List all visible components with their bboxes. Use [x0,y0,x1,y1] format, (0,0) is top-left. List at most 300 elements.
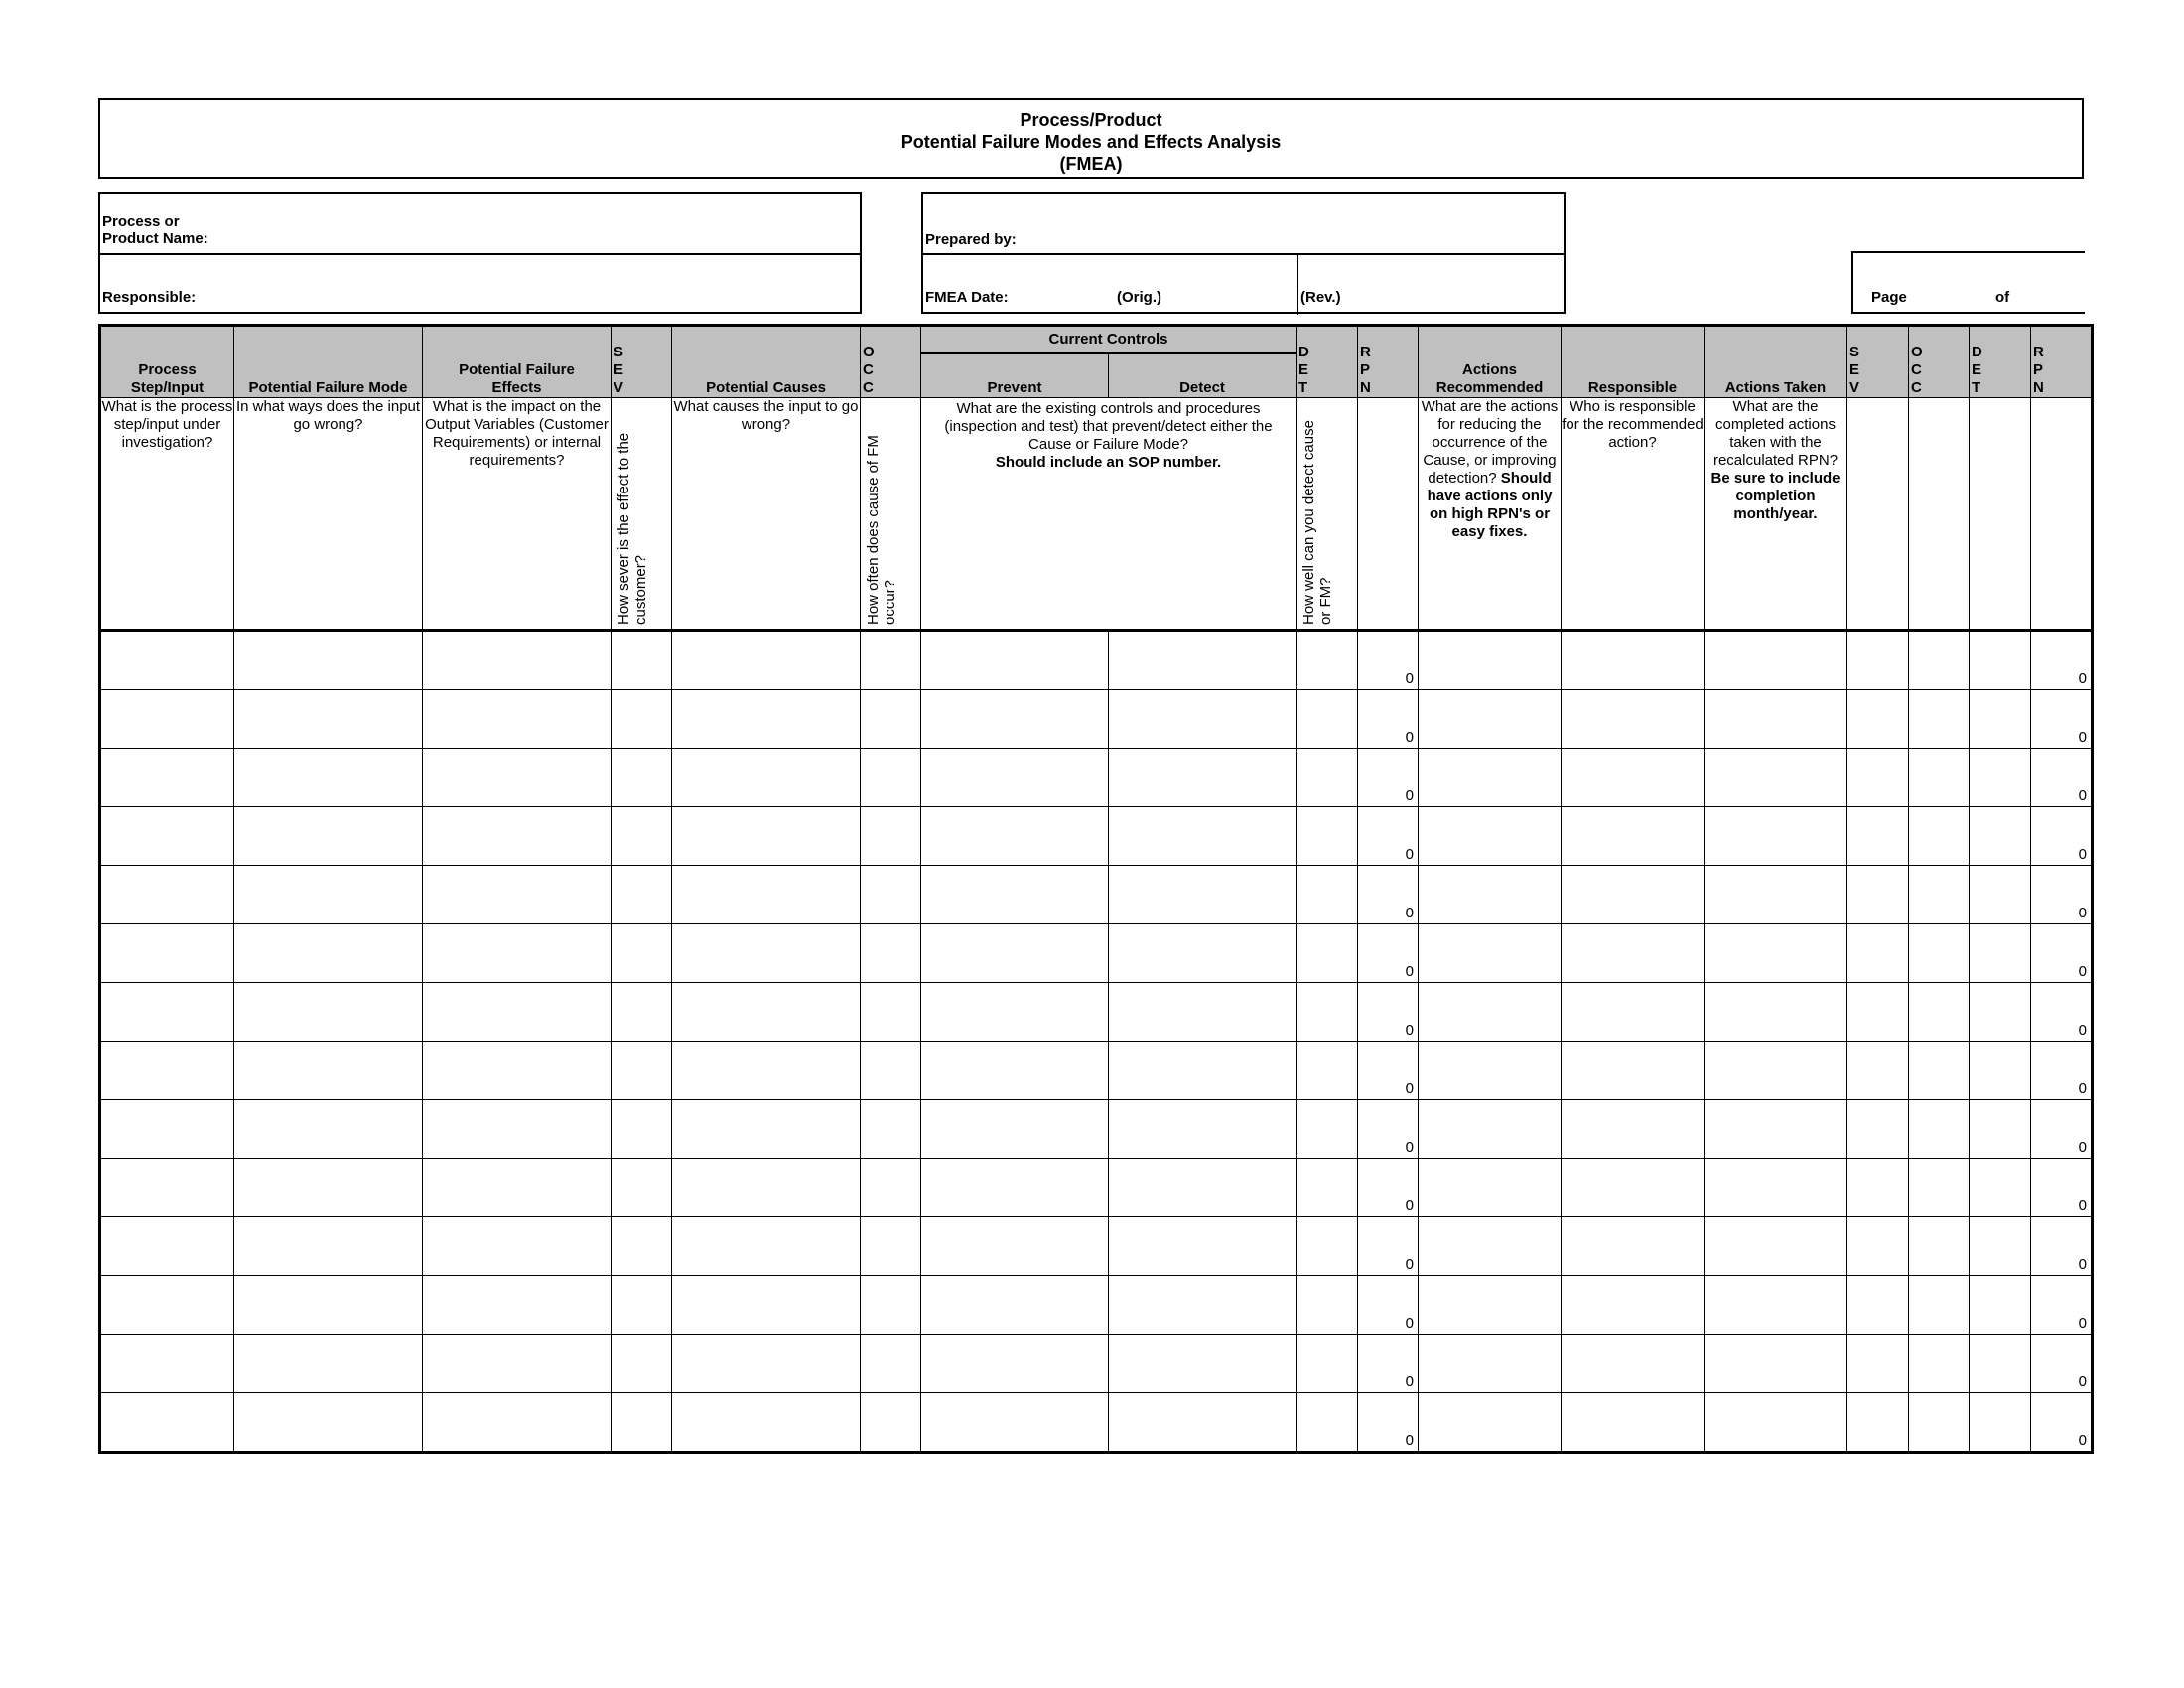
cell-det[interactable] [1297,631,1358,690]
cell-occ-2[interactable] [1909,1159,1970,1217]
cell-occ-2[interactable] [1909,983,1970,1042]
cell-detect[interactable] [1109,749,1297,807]
cell-responsible[interactable] [1562,690,1705,749]
cell-potential-causes[interactable] [672,1335,861,1393]
desc-current-controls: What are the existing controls and procedures (inspection and test) that prevent/detect either the Cause or Failure Mode? Should include an SOP number. [921,398,1297,631]
cell-process-step[interactable] [100,749,234,807]
cell-occ-2[interactable] [1909,866,1970,924]
cell-prevent[interactable] [921,631,1109,690]
cell-det[interactable] [1297,866,1358,924]
cell-responsible[interactable] [1562,749,1705,807]
cell-sev[interactable] [612,807,672,866]
desc-sev: How sever is the effect to the customer? [612,398,672,631]
cell-occ-2[interactable] [1909,924,1970,983]
cell-occ-2[interactable] [1909,1393,1970,1453]
cell-actions-taken[interactable] [1705,1159,1847,1217]
cell-prevent[interactable] [921,983,1109,1042]
fmea-table [98,324,2094,1454]
table-row [100,1100,2093,1159]
cell-prevent[interactable] [921,749,1109,807]
cell-sev[interactable] [612,866,672,924]
cell-failure-effects[interactable] [423,983,612,1042]
cell-actions-recommended[interactable] [1419,749,1562,807]
cell-occ[interactable] [861,690,921,749]
cell-rpn: 0 [1358,631,1419,690]
cell-prevent[interactable] [921,1335,1109,1393]
cell-actions-recommended[interactable] [1419,690,1562,749]
cell-rpn-2: 0 [2031,1393,2093,1453]
cell-det[interactable] [1297,983,1358,1042]
cell-rpn: 0 [1358,690,1419,749]
cell-sev[interactable] [612,1042,672,1100]
cell-prevent[interactable] [921,924,1109,983]
cell-det-2[interactable] [1970,690,2031,749]
cell-sev-2[interactable] [1847,749,1909,807]
prepared-by-field[interactable] [1042,204,1559,247]
table-row [100,924,2093,983]
cell-detect[interactable] [1109,924,1297,983]
header-rpn: R P N [1358,326,1419,398]
orig-label: (Orig.) [1117,289,1161,306]
cell-occ[interactable] [861,866,921,924]
cell-sev[interactable] [612,1100,672,1159]
fmea-date-label: FMEA Date: [925,289,1009,306]
cell-detect[interactable] [1109,807,1297,866]
cell-rpn: 0 [1358,1159,1419,1217]
cell-actions-recommended[interactable] [1419,1335,1562,1393]
cell-failure-mode[interactable] [234,1393,423,1453]
cell-actions-taken[interactable] [1705,866,1847,924]
cell-responsible[interactable] [1562,1276,1705,1335]
cell-occ[interactable] [861,1335,921,1393]
cell-rpn-2: 0 [2031,807,2093,866]
page-total-field[interactable] [2017,279,2083,309]
cell-actions-taken[interactable] [1705,1335,1847,1393]
orig-date-field[interactable] [1191,263,1291,307]
cell-det-2[interactable] [1970,1217,2031,1276]
cell-failure-mode[interactable] [234,1042,423,1100]
cell-responsible[interactable] [1562,1393,1705,1453]
cell-actions-taken[interactable] [1705,631,1847,690]
cell-rpn: 0 [1358,807,1419,866]
cell-actions-taken[interactable] [1705,1276,1847,1335]
cell-failure-effects[interactable] [423,1335,612,1393]
cell-process-step[interactable] [100,1276,234,1335]
table-row [100,631,2093,690]
cell-responsible[interactable] [1562,1159,1705,1217]
cell-occ-2[interactable] [1909,1335,1970,1393]
cell-failure-effects[interactable] [423,1159,612,1217]
cell-occ-2[interactable] [1909,1042,1970,1100]
cell-actions-taken[interactable] [1705,690,1847,749]
cell-process-step[interactable] [100,1100,234,1159]
responsible-label: Responsible: [102,289,197,306]
cell-occ[interactable] [861,1159,921,1217]
page-number-field[interactable] [1923,279,1988,309]
cell-failure-mode[interactable] [234,1335,423,1393]
cell-potential-causes[interactable] [672,1100,861,1159]
cell-potential-causes[interactable] [672,1393,861,1453]
cell-det-2[interactable] [1970,749,2031,807]
cell-responsible[interactable] [1562,1042,1705,1100]
divider [100,253,860,255]
cell-det[interactable] [1297,690,1358,749]
cell-det-2[interactable] [1970,1393,2031,1453]
cell-actions-taken[interactable] [1705,807,1847,866]
cell-sev-2[interactable] [1847,866,1909,924]
cell-potential-causes[interactable] [672,924,861,983]
prepared-info-box [921,192,1566,314]
cell-responsible[interactable] [1562,1100,1705,1159]
cell-actions-recommended[interactable] [1419,631,1562,690]
rev-date-field[interactable] [1360,263,1559,307]
cell-occ[interactable] [861,749,921,807]
table-row [100,866,2093,924]
cell-det-2[interactable] [1970,1042,2031,1100]
cell-detect[interactable] [1109,1393,1297,1453]
cell-actions-recommended[interactable] [1419,1100,1562,1159]
cell-detect[interactable] [1109,1100,1297,1159]
cell-det-2[interactable] [1970,807,2031,866]
cell-failure-effects[interactable] [423,1042,612,1100]
cell-actions-recommended[interactable] [1419,1217,1562,1276]
cell-potential-causes[interactable] [672,1042,861,1100]
cell-failure-effects[interactable] [423,690,612,749]
header-potential-causes: Potential Causes [672,326,861,398]
cell-sev-2[interactable] [1847,807,1909,866]
cell-sev[interactable] [612,1217,672,1276]
cell-sev-2[interactable] [1847,1335,1909,1393]
form-title [98,98,2084,179]
cell-sev[interactable] [612,690,672,749]
table-row [100,1393,2093,1453]
cell-detect[interactable] [1109,1335,1297,1393]
page-label: Page [1871,289,1907,306]
cell-failure-mode[interactable] [234,1100,423,1159]
cell-actions-taken[interactable] [1705,1217,1847,1276]
cell-rpn-2: 0 [2031,1159,2093,1217]
cell-det-2[interactable] [1970,983,2031,1042]
cell-actions-taken[interactable] [1705,749,1847,807]
cell-potential-causes[interactable] [672,807,861,866]
cell-rpn-2: 0 [2031,983,2093,1042]
cell-rpn-2: 0 [2031,1042,2093,1100]
cell-sev-2[interactable] [1847,1159,1909,1217]
cell-sev[interactable] [612,1276,672,1335]
cell-occ-2[interactable] [1909,749,1970,807]
cell-rpn-2: 0 [2031,690,2093,749]
cell-det-2[interactable] [1970,1159,2031,1217]
cell-rpn: 0 [1358,924,1419,983]
cell-potential-causes[interactable] [672,1159,861,1217]
cell-occ-2[interactable] [1909,1276,1970,1335]
cell-occ[interactable] [861,631,921,690]
cell-potential-causes[interactable] [672,690,861,749]
responsible-field[interactable] [299,263,855,307]
cell-sev[interactable] [612,749,672,807]
cell-process-step[interactable] [100,1217,234,1276]
cell-failure-mode[interactable] [234,690,423,749]
cell-potential-causes[interactable] [672,631,861,690]
cell-process-step[interactable] [100,631,234,690]
cell-rpn-2: 0 [2031,924,2093,983]
desc-sev-2 [1847,398,1909,631]
desc-failure-effects: What is the impact on the Output Variables (Customer Requirements) or internal requirements? [423,398,612,631]
header-det: D E T [1297,326,1358,398]
desc-det-2 [1970,398,2031,631]
cell-sev[interactable] [612,1159,672,1217]
header-responsible: Responsible [1562,326,1705,398]
cell-det[interactable] [1297,807,1358,866]
cell-sev-2[interactable] [1847,1100,1909,1159]
cell-process-step[interactable] [100,1159,234,1217]
cell-rpn: 0 [1358,866,1419,924]
of-label: of [1995,289,2010,306]
cell-process-step[interactable] [100,924,234,983]
header-detect: Detect [1109,353,1297,398]
header-failure-effects: Potential Failure Effects [423,326,612,398]
page-box [1851,251,2085,314]
cell-potential-causes[interactable] [672,983,861,1042]
cell-detect[interactable] [1109,983,1297,1042]
desc-rpn-2 [2031,398,2093,631]
cell-occ[interactable] [861,983,921,1042]
cell-det[interactable] [1297,1335,1358,1393]
cell-rpn: 0 [1358,983,1419,1042]
cell-actions-taken[interactable] [1705,983,1847,1042]
cell-failure-effects[interactable] [423,924,612,983]
cell-occ[interactable] [861,924,921,983]
cell-occ-2[interactable] [1909,631,1970,690]
cell-failure-mode[interactable] [234,983,423,1042]
cell-responsible[interactable] [1562,807,1705,866]
cell-det[interactable] [1297,1100,1358,1159]
cell-rpn-2: 0 [2031,749,2093,807]
process-name-field[interactable] [299,204,855,247]
cell-failure-mode[interactable] [234,1217,423,1276]
cell-responsible[interactable] [1562,631,1705,690]
cell-failure-effects[interactable] [423,631,612,690]
cell-detect[interactable] [1109,690,1297,749]
cell-occ[interactable] [861,1100,921,1159]
cell-prevent[interactable] [921,866,1109,924]
cell-actions-recommended[interactable] [1419,983,1562,1042]
table-row [100,1042,2093,1100]
cell-sev-2[interactable] [1847,690,1909,749]
cell-potential-causes[interactable] [672,749,861,807]
cell-potential-causes[interactable] [672,866,861,924]
prepared-by-label: Prepared by: [925,231,1017,248]
cell-failure-effects[interactable] [423,1100,612,1159]
cell-det-2[interactable] [1970,1100,2031,1159]
cell-sev-2[interactable] [1847,1276,1909,1335]
cell-failure-effects[interactable] [423,749,612,807]
cell-det[interactable] [1297,1159,1358,1217]
cell-process-step[interactable] [100,1393,234,1453]
cell-rpn-2: 0 [2031,631,2093,690]
cell-failure-effects[interactable] [423,1276,612,1335]
cell-detect[interactable] [1109,866,1297,924]
cell-responsible[interactable] [1562,983,1705,1042]
cell-occ[interactable] [861,1042,921,1100]
desc-actions-taken: What are the completed actions taken with the recalculated RPN? Be sure to include completion month/year. [1705,398,1847,631]
cell-failure-effects[interactable] [423,807,612,866]
cell-failure-mode[interactable] [234,749,423,807]
desc-det: How well can you detect cause or FM? [1297,398,1358,631]
cell-prevent[interactable] [921,690,1109,749]
cell-failure-mode[interactable] [234,924,423,983]
cell-sev-2[interactable] [1847,1393,1909,1453]
process-name-label: Process or Product Name: [102,213,208,247]
cell-failure-mode[interactable] [234,866,423,924]
cell-det[interactable] [1297,1042,1358,1100]
cell-responsible[interactable] [1562,1217,1705,1276]
cell-actions-taken[interactable] [1705,1042,1847,1100]
cell-occ-2[interactable] [1909,1217,1970,1276]
title-line-2: Potential Failure Modes and Effects Analysis [900,132,1282,152]
cell-det-2[interactable] [1970,1335,2031,1393]
desc-causes: What causes the input to go wrong? [672,398,861,631]
cell-potential-causes[interactable] [672,1217,861,1276]
table-row [100,749,2093,807]
cell-sev-2[interactable] [1847,924,1909,983]
cell-prevent[interactable] [921,1217,1109,1276]
desc-occ: How often does cause of FM occur? [861,398,921,631]
cell-actions-recommended[interactable] [1419,866,1562,924]
cell-sev[interactable] [612,631,672,690]
cell-rpn: 0 [1358,749,1419,807]
cell-det-2[interactable] [1970,866,2031,924]
cell-process-step[interactable] [100,983,234,1042]
cell-actions-taken[interactable] [1705,1393,1847,1453]
cell-rpn: 0 [1358,1276,1419,1335]
cell-failure-mode[interactable] [234,1159,423,1217]
cell-sev-2[interactable] [1847,983,1909,1042]
cell-detect[interactable] [1109,1217,1297,1276]
cell-sev[interactable] [612,1335,672,1393]
table-row [100,1335,2093,1393]
cell-prevent[interactable] [921,1276,1109,1335]
table-row [100,983,2093,1042]
cell-det[interactable] [1297,1276,1358,1335]
cell-rpn: 0 [1358,1042,1419,1100]
cell-rpn: 0 [1358,1217,1419,1276]
cell-responsible[interactable] [1562,866,1705,924]
header-occ-2: O C C [1909,326,1970,398]
header-actions-taken: Actions Taken [1705,326,1847,398]
cell-failure-mode[interactable] [234,631,423,690]
cell-failure-effects[interactable] [423,1217,612,1276]
cell-prevent[interactable] [921,807,1109,866]
cell-det[interactable] [1297,749,1358,807]
cell-sev[interactable] [612,1393,672,1453]
cell-process-step[interactable] [100,690,234,749]
cell-actions-recommended[interactable] [1419,1159,1562,1217]
cell-actions-recommended[interactable] [1419,1276,1562,1335]
cell-sev-2[interactable] [1847,631,1909,690]
cell-det-2[interactable] [1970,631,2031,690]
cell-sev[interactable] [612,924,672,983]
cell-process-step[interactable] [100,807,234,866]
cell-detect[interactable] [1109,1159,1297,1217]
table-row [100,1217,2093,1276]
table-row [100,690,2093,749]
cell-failure-mode[interactable] [234,1276,423,1335]
cell-det[interactable] [1297,924,1358,983]
title-line-1: Process/Product [1020,110,1162,130]
cell-process-step[interactable] [100,1042,234,1100]
cell-rpn: 0 [1358,1393,1419,1453]
cell-detect[interactable] [1109,1276,1297,1335]
cell-occ[interactable] [861,807,921,866]
cell-failure-effects[interactable] [423,1393,612,1453]
cell-actions-recommended[interactable] [1419,807,1562,866]
desc-actions-recommended: What are the actions for reducing the occurrence of the Cause, or improving detection? Should have actions only on high RPN's or easy fixes. [1419,398,1562,631]
header-failure-mode: Potential Failure Mode [234,326,423,398]
process-info-box [98,192,862,314]
cell-sev[interactable] [612,983,672,1042]
header-process-step: Process Step/Input [100,326,234,398]
cell-prevent[interactable] [921,1100,1109,1159]
cell-rpn-2: 0 [2031,1217,2093,1276]
cell-sev-2[interactable] [1847,1217,1909,1276]
cell-detect[interactable] [1109,631,1297,690]
cell-potential-causes[interactable] [672,1276,861,1335]
cell-rpn: 0 [1358,1335,1419,1393]
desc-rpn [1358,398,1419,631]
cell-occ[interactable] [861,1217,921,1276]
header-prevent: Prevent [921,353,1109,398]
cell-prevent[interactable] [921,1159,1109,1217]
rev-label: (Rev.) [1300,289,1341,306]
cell-responsible[interactable] [1562,1335,1705,1393]
cell-actions-taken[interactable] [1705,924,1847,983]
header-actions-recommended: Actions Recommended [1419,326,1562,398]
cell-rpn-2: 0 [2031,1335,2093,1393]
cell-actions-recommended[interactable] [1419,924,1562,983]
table-row [100,1276,2093,1335]
cell-det-2[interactable] [1970,924,2031,983]
cell-actions-recommended[interactable] [1419,1393,1562,1453]
cell-occ[interactable] [861,1393,921,1453]
cell-det-2[interactable] [1970,1276,2031,1335]
cell-detect[interactable] [1109,1042,1297,1100]
cell-occ-2[interactable] [1909,807,1970,866]
desc-process-step: What is the process step/input under investigation? [100,398,234,631]
cell-process-step[interactable] [100,1335,234,1393]
divider [923,253,1564,255]
cell-occ-2[interactable] [1909,690,1970,749]
cell-actions-recommended[interactable] [1419,1042,1562,1100]
cell-rpn: 0 [1358,1100,1419,1159]
cell-actions-taken[interactable] [1705,1100,1847,1159]
cell-failure-mode[interactable] [234,807,423,866]
cell-process-step[interactable] [100,866,234,924]
cell-det[interactable] [1297,1217,1358,1276]
desc-responsible: Who is responsible for the recommended action? [1562,398,1705,631]
table-row [100,1159,2093,1217]
cell-failure-effects[interactable] [423,866,612,924]
cell-occ-2[interactable] [1909,1100,1970,1159]
header-rpn-2: R P N [2031,326,2093,398]
cell-prevent[interactable] [921,1393,1109,1453]
cell-sev-2[interactable] [1847,1042,1909,1100]
cell-det[interactable] [1297,1393,1358,1453]
header-current-controls: Current Controls [921,326,1297,353]
cell-responsible[interactable] [1562,924,1705,983]
cell-prevent[interactable] [921,1042,1109,1100]
cell-occ[interactable] [861,1276,921,1335]
